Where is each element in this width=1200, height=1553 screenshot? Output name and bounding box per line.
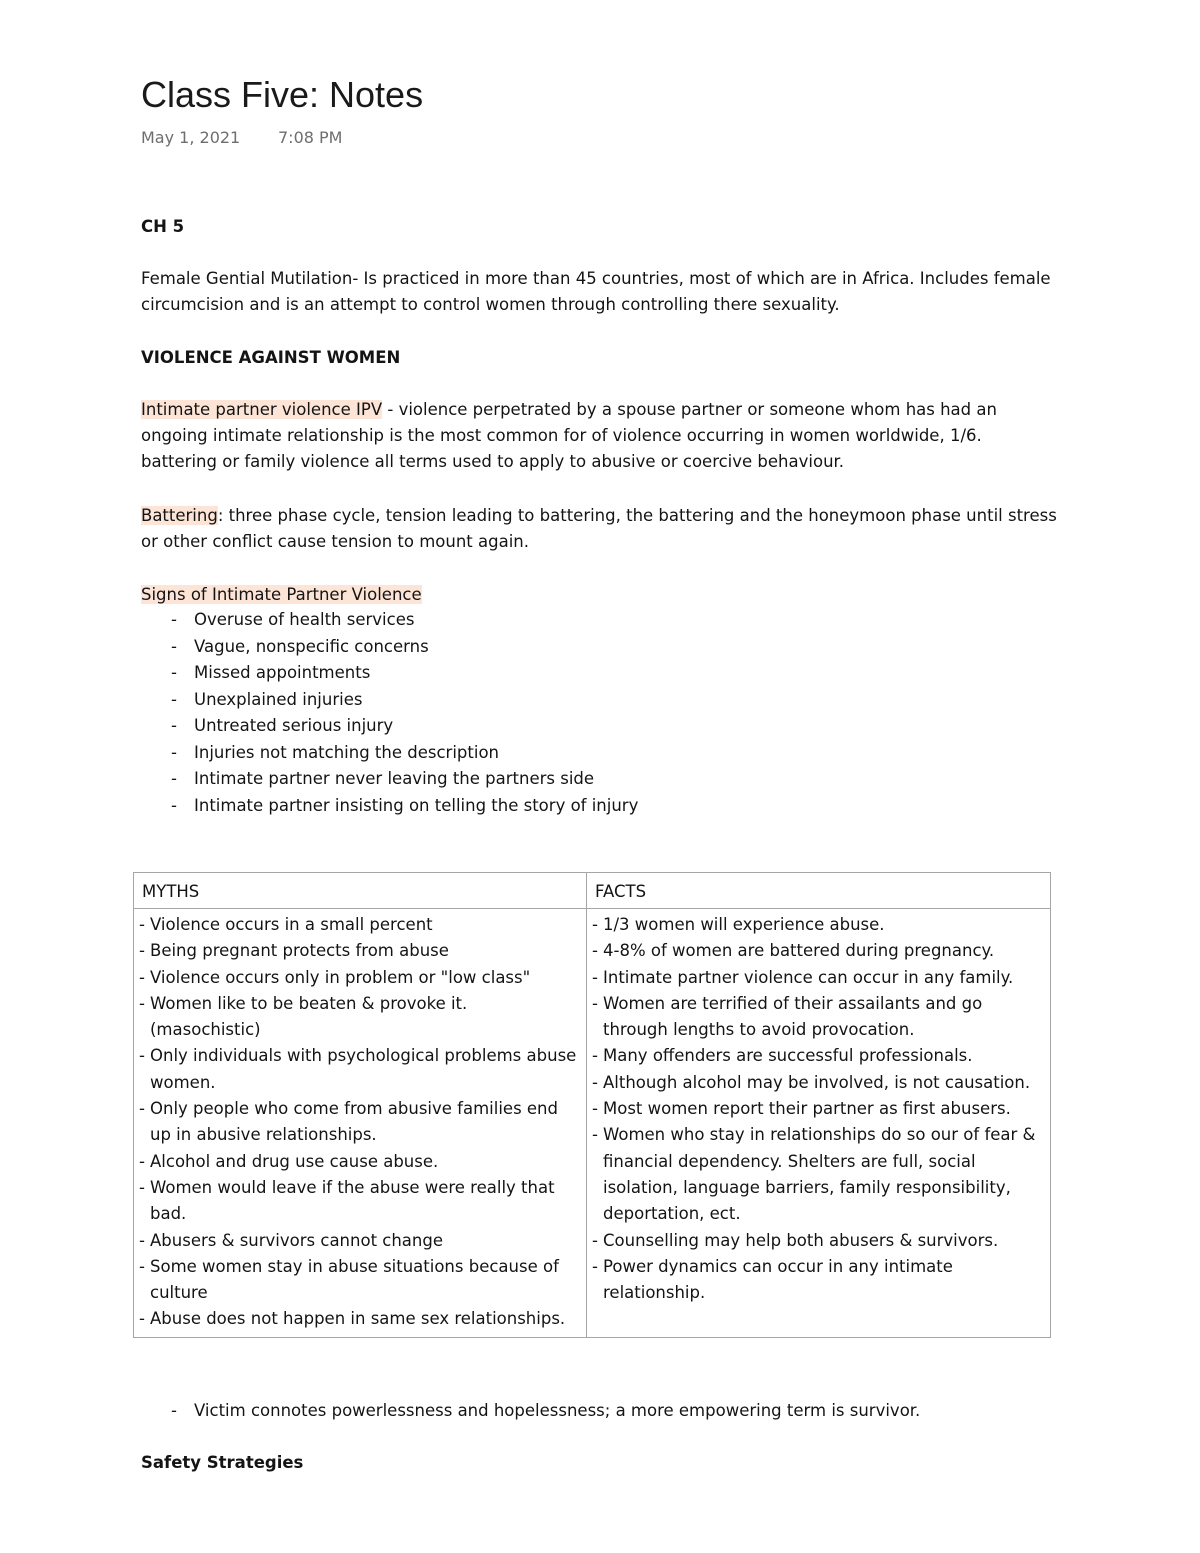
- page-title: Class Five: Notes: [141, 74, 424, 115]
- myth-item: - Abuse does not happen in same sex relationships.: [137, 1306, 583, 1332]
- ipv-paragraph: [141, 397, 1061, 475]
- signs-heading-text: Signs of Intimate Partner Violence: [141, 585, 422, 604]
- safety-heading: Safety Strategies: [141, 1453, 304, 1472]
- fact-item: - 4-8% of women are battered during pregnancy.: [590, 938, 1047, 964]
- myth-item: - Being pregnant protects from abuse: [137, 938, 583, 964]
- list-item: - Overuse of health services: [141, 607, 638, 634]
- fact-item: - Although alcohol may be involved, is not causation.: [590, 1070, 1047, 1096]
- battering-paragraph: [141, 503, 1061, 555]
- myth-item: - Abusers & survivors cannot change: [137, 1228, 583, 1254]
- chapter-label: CH 5: [141, 217, 185, 236]
- table-header-row: [134, 873, 1051, 909]
- note-time: 7:08 PM: [278, 128, 343, 147]
- ipv-term: Intimate partner violence IPV: [141, 400, 383, 419]
- list-item: - Intimate partner never leaving the partners side: [141, 766, 638, 793]
- myths-list: [137, 912, 583, 1333]
- ipv-text: - violence perpetrated by a spouse partner or someone whom has had an ongoing intimate relationship is the most common for of violence occurring in women worldwide, 1/6. battering or family violence all terms used to apply to abusive or coercive behaviour.: [141, 400, 997, 471]
- fact-item: - 1/3 women will experience abuse.: [590, 912, 1047, 938]
- victim-note-list: [141, 1398, 920, 1425]
- note-date: May 1, 2021: [141, 128, 241, 147]
- myths-facts-table: [133, 872, 1051, 1338]
- fact-item: - Counselling may help both abusers & survivors.: [590, 1228, 1047, 1254]
- list-item: - Vague, nonspecific concerns: [141, 634, 638, 661]
- myth-item: - Violence occurs only in problem or "low class": [137, 965, 583, 991]
- fact-item: - Women who stay in relationships do so our of fear & financial dependency. Shelters are full, social isolation, language barriers, family responsibility, deportation, ect.: [590, 1122, 1047, 1227]
- myth-item: - Violence occurs in a small percent: [137, 912, 583, 938]
- list-item: - Intimate partner insisting on telling the story of injury: [141, 793, 638, 820]
- myth-item: - Women would leave if the abuse were really that bad.: [137, 1175, 583, 1228]
- myths-header: MYTHS: [134, 873, 587, 909]
- victim-note: - Victim connotes powerlessness and hopelessness; a more empowering term is survivor.: [141, 1398, 920, 1425]
- facts-list: [590, 912, 1047, 1306]
- table-row: [134, 909, 1051, 1338]
- list-item: - Injuries not matching the description: [141, 740, 638, 767]
- myth-item: - Some women stay in abuse situations because of culture: [137, 1254, 583, 1307]
- myth-item: - Women like to be beaten & provoke it. (masochistic): [137, 991, 583, 1044]
- myth-item: - Only individuals with psychological problems abuse women.: [137, 1043, 583, 1096]
- fact-item: - Intimate partner violence can occur in any family.: [590, 965, 1047, 991]
- signs-heading: [141, 582, 422, 608]
- signs-list: [141, 607, 638, 819]
- list-item: - Untreated serious injury: [141, 713, 638, 740]
- myth-item: - Alcohol and drug use cause abuse.: [137, 1149, 583, 1175]
- list-item: - Unexplained injuries: [141, 687, 638, 714]
- fact-item: - Women are terrified of their assailants and go through lengths to avoid provocation.: [590, 991, 1047, 1044]
- myths-cell: [134, 909, 587, 1338]
- section-heading: VIOLENCE AGAINST WOMEN: [141, 348, 401, 367]
- battering-text: : three phase cycle, tension leading to battering, the battering and the honeymoon phase until stress or other conflict cause tension to mount again.: [141, 506, 1057, 551]
- facts-cell: [587, 909, 1051, 1338]
- fgm-paragraph: Female Gential Mutilation- Is practiced in more than 45 countries, most of which are in Africa. Includes female circumcision and is an attempt to control women through controlling there sexuality.: [141, 269, 1051, 314]
- list-item: - Missed appointments: [141, 660, 638, 687]
- myth-item: - Only people who come from abusive families end up in abusive relationships.: [137, 1096, 583, 1149]
- facts-header: FACTS: [587, 873, 1051, 909]
- fact-item: - Many offenders are successful professionals.: [590, 1043, 1047, 1069]
- battering-term: Battering: [141, 506, 218, 525]
- fact-item: - Power dynamics can occur in any intimate relationship.: [590, 1254, 1047, 1307]
- fact-item: - Most women report their partner as first abusers.: [590, 1096, 1047, 1122]
